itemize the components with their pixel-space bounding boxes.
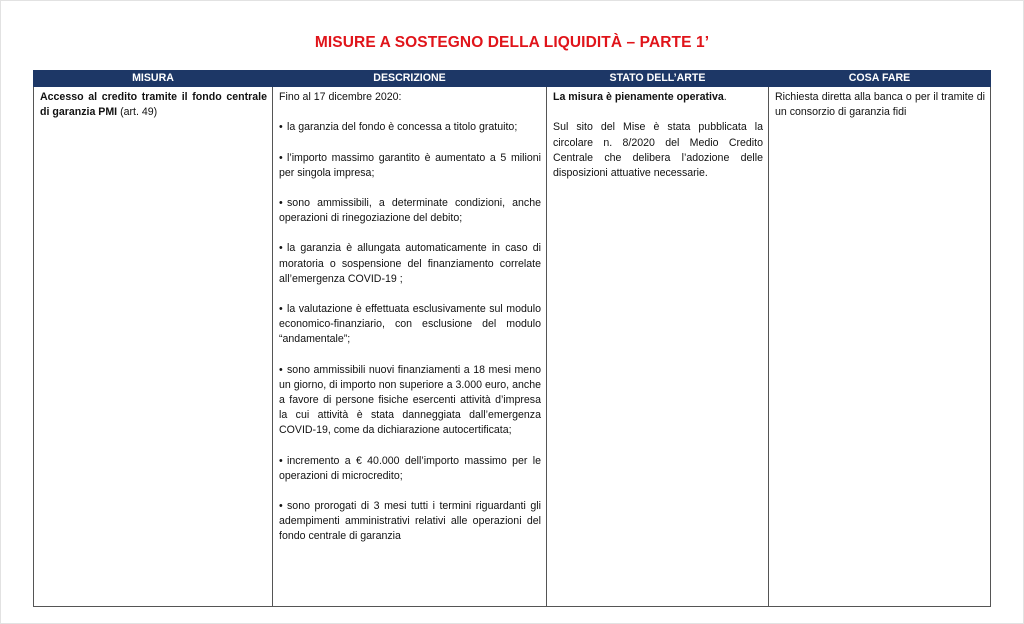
list-item — [279, 499, 541, 545]
document-title: MISURE A SOSTEGNO DELLA LIQUIDITÀ – PARTE 1’ — [314, 34, 710, 51]
list-item — [279, 151, 541, 181]
bullet-symbol: • — [279, 303, 283, 316]
misura-name: Accesso al credito tramite il fondo centrale di garanzia PMI — [40, 91, 267, 119]
bullet-symbol: • — [279, 500, 283, 513]
misura-article: (art. 49) — [117, 106, 158, 119]
list-item-text: sono prorogati di 3 mesi tutti i termini riguardanti gli adempimenti amministrativi relativi alle operazioni del fondo centrale di garanzia — [279, 500, 541, 543]
header-descrizione: DESCRIZIONE — [273, 71, 547, 87]
list-item — [279, 454, 541, 484]
measures-table — [33, 70, 991, 607]
cell-stato — [547, 87, 769, 607]
header-misura: MISURA — [34, 71, 273, 87]
bullet-symbol: • — [279, 454, 283, 467]
bullet-symbol: • — [279, 363, 283, 376]
table-header-row — [34, 71, 991, 87]
header-stato: STATO DELL’ARTE — [547, 71, 769, 87]
bullet-symbol: • — [279, 197, 283, 210]
table-row — [34, 87, 991, 607]
list-item — [279, 196, 541, 226]
stato-status-tail: . — [723, 91, 727, 104]
stato-status-bold: La misura è pienamente operativa — [553, 91, 724, 104]
bullet-symbol: • — [279, 242, 283, 255]
list-item — [279, 120, 541, 135]
list-item-text: la garanzia è allungata automaticamente in caso di moratoria o sospensione del finanziamento correlate all’emergenza COVID-19 ; — [279, 242, 541, 285]
list-item — [279, 241, 541, 287]
list-item-text: sono ammissibili, a determinate condizioni, anche operazioni di rinegoziazione del debito; — [279, 197, 541, 225]
list-item-text: la valutazione è effettuata esclusivamente sul modulo economico-finanziario, con esclusione del modulo “andamentale”; — [279, 303, 541, 346]
cell-misura — [34, 87, 273, 607]
stato-status — [553, 90, 763, 105]
bullet-symbol: • — [279, 121, 283, 134]
cell-descrizione — [273, 87, 547, 607]
stato-paragraph: Sul sito del Mise è stata pubblicata la circolare n. 8/2020 del Medio Credito Centrale che delibera l’adozione delle disposizioni attuative necessarie. — [553, 121, 763, 180]
list-item — [279, 302, 541, 348]
header-cosa-fare: COSA FARE — [769, 71, 991, 87]
list-item-text: la garanzia del fondo è concessa a titolo gratuito; — [287, 121, 518, 134]
list-item-text: l’importo massimo garantito è aumentato a 5 milioni per singola impresa; — [279, 151, 541, 179]
list-item-text: incremento a € 40.000 dell’importo massimo per le operazioni di microcredito; — [279, 454, 541, 482]
descrizione-intro: Fino al 17 dicembre 2020: — [279, 91, 402, 104]
cell-cosa-fare: Richiesta diretta alla banca o per il tramite di un consorzio di garanzia fidi — [769, 87, 991, 607]
list-item-text: sono ammissibili nuovi finanziamenti a 18 mesi meno un giorno, di importo non superiore a 3.000 euro, anche a favore di persone fisiche esercenti attività d’impresa la cui attività è stata danneggiata dall’emergenza COVID-19, come da dichiarazione autocertificata; — [279, 363, 541, 437]
list-item — [279, 363, 541, 439]
bullet-symbol: • — [279, 151, 283, 164]
